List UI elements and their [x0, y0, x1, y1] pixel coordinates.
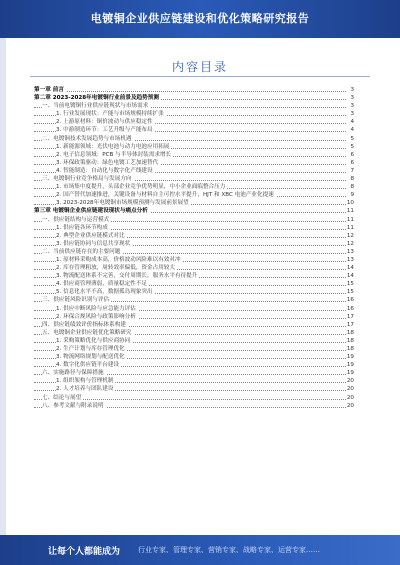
footer-banner [0, 535, 400, 565]
toc-entry-label: 七、结论与展望 [42, 394, 82, 401]
toc-entry-label: 1. 原材料采购成本高，价格波动风险难以有效对冲 [56, 256, 181, 263]
toc-page-number: 20 [346, 402, 354, 409]
toc-page-number: 10 [346, 200, 354, 207]
toc-page-number: 17 [346, 321, 354, 328]
toc-page-number: 19 [346, 354, 354, 361]
toc-page-number: 14 [346, 273, 354, 280]
toc-entry-label: 二、当前供应链存在的主要问题 [42, 248, 121, 255]
toc-entry-label: 八、参考文献与附录说明 [42, 402, 104, 409]
toc-entry-label: 3. 物流网络规划与配送优化 [56, 354, 125, 361]
toc-entry[interactable] [34, 199, 354, 207]
toc-page-number: 18 [346, 329, 354, 336]
toc-entry[interactable] [34, 216, 354, 224]
toc-entry-label: 2. 国产替代加速推进，关键设备与材料自主可控水平提升，HJT 和 XBC 电池产业化提速 [56, 192, 274, 199]
toc-entry-label: 3. 中游制造环节：工艺升级与产能布局 [56, 127, 153, 134]
toc-page-number: 3 [350, 87, 354, 93]
toc-page-number: 4 [350, 127, 354, 134]
toc-entry[interactable] [34, 167, 354, 175]
toc-page-number: 11 [346, 216, 354, 223]
footer-tagline: 行业专家、管理专家、营销专家、战略专家、运营专家…… [138, 546, 320, 554]
toc-entry[interactable] [34, 118, 354, 126]
toc-page-number: 3 [350, 103, 354, 110]
toc-page-number: 19 [346, 362, 354, 369]
toc-page-number: 12 [346, 232, 354, 239]
toc-entry[interactable] [34, 353, 354, 361]
toc-page-number: 20 [346, 386, 354, 393]
toc-entry-label: 1. 采购策略优化与供应商协同 [56, 337, 131, 344]
toc-entry[interactable] [34, 272, 354, 280]
footer-slogan: 让每个人都能成为 [48, 547, 121, 557]
toc-entry-label: 六、实施路径与保障措施 [42, 370, 104, 377]
toc-page-number: 8 [350, 176, 354, 183]
toc-entry[interactable] [34, 175, 354, 183]
toc-entry-label: 1. 供应链各环节构成 [56, 224, 108, 231]
side-decoration [0, 38, 6, 535]
toc-entry[interactable] [34, 102, 354, 110]
toc-entry-label: 1. 市场集中度提升，头部企业竞争优势明显，中小企业面临整合压力 [56, 184, 226, 191]
toc-entry[interactable] [34, 256, 354, 264]
toc-entry[interactable] [34, 207, 354, 215]
toc-entry[interactable] [34, 361, 354, 369]
toc-page-number: 17 [346, 313, 354, 320]
toc-entry[interactable] [34, 94, 354, 102]
toc-entry[interactable] [34, 240, 354, 248]
toc-entry-label: 第三章 电镀铜企业供应链建设现状与痛点分析 [34, 208, 148, 215]
toc-entry[interactable] [34, 86, 354, 94]
toc-entry-label: 4. 智能制造：自动化与数字化产线建设 [56, 167, 153, 174]
document-title: 电镀铜企业供应链建设和优化策略研究报告 [90, 12, 310, 25]
toc-divider [30, 76, 370, 77]
toc-entry-label: 1. 新能源领域：光伏电池与动力电池应用拓展 [56, 143, 170, 150]
toc-entry-label: 二、电镀铜技术发展趋势与市场机遇 [42, 135, 132, 142]
toc-page-number: 18 [346, 346, 354, 352]
toc-entry[interactable] [34, 345, 354, 353]
toc-page-number: 9 [350, 192, 354, 199]
toc-entry-label: 2. 上游原材料：铜价波动与供应稳定性 [56, 119, 153, 126]
toc-entry-label: 1. 组织架构与管理机制 [56, 378, 114, 385]
toc-heading: 内容目录 [171, 60, 228, 74]
toc-page-number: 5 [350, 143, 354, 150]
toc-entry[interactable] [34, 280, 354, 288]
toc-entry-label: 3. 环保政策驱动：绿色电镀工艺加速替代 [56, 159, 159, 166]
toc-page-number: 13 [346, 256, 354, 263]
toc-page-number: 6 [350, 151, 354, 158]
toc-entry-label: 三、电镀铜行业竞争格局与发展方向 [42, 176, 132, 183]
toc-entry-label: 三、供应链风险识别与评估 [42, 297, 110, 304]
toc-entry-label: 3. 物流配送体系不完善，交付周期长，服务水平有待提升 [56, 273, 198, 280]
toc-entry-label: 一、供应链结构与运营模式 [42, 216, 110, 223]
toc-page-number: 4 [350, 119, 354, 126]
toc-page-number: 15 [346, 281, 354, 288]
toc-entry[interactable] [34, 321, 354, 329]
toc-page-number: 20 [346, 378, 354, 385]
toc-entry[interactable] [34, 369, 354, 377]
toc-entry[interactable] [34, 402, 354, 410]
toc-entry[interactable] [34, 110, 354, 118]
toc-entry[interactable] [34, 296, 354, 304]
toc-entry-label: 第一章 前言 [34, 87, 64, 93]
toc-entry[interactable] [34, 191, 354, 199]
toc-entry-label: 一、当前电镀铜行业供应链现状与市场需求 [42, 103, 149, 110]
toc-entry-label: 四、供应链绩效评价指标体系构建 [42, 321, 126, 328]
toc-page-number: 12 [346, 240, 354, 247]
toc-entry[interactable] [34, 224, 354, 232]
toc-entry[interactable] [34, 377, 354, 385]
toc-entry[interactable] [34, 183, 354, 191]
header-banner [0, 0, 400, 38]
toc-page-number: 16 [346, 297, 354, 304]
toc-entry[interactable] [34, 288, 354, 296]
toc-entry-label: 2. 库存管理粗放，周转效率偏低，资金占用较大 [56, 265, 175, 272]
toc-entry-label: 1. 行业发展现状：产能与市场规模持续扩张 [56, 111, 164, 118]
toc-entry-label: 3. 2023-2028年电镀铜市场规模预测与发展前景展望 [56, 200, 189, 207]
toc-entry-label: 3. 供应链协同与信息共享现状 [56, 240, 131, 247]
toc-entry[interactable] [34, 337, 354, 345]
toc-entry[interactable] [34, 232, 354, 240]
toc-entry-label: 4. 供应商管理薄弱，质量稳定性不足 [56, 281, 148, 288]
toc-entry[interactable] [34, 385, 354, 393]
toc-entry[interactable] [34, 394, 354, 402]
toc-page-number: 18 [346, 337, 354, 344]
toc-entry-label: 2. 典型企业供应链模式对比 [56, 232, 125, 239]
toc-entry-label: 5. 信息化水平不高，数据孤岛现象突出 [56, 289, 153, 296]
toc-entry-label: 2. 环保合规风险与政策影响分析 [56, 313, 136, 320]
toc-page-number: 3 [350, 111, 354, 118]
toc-entry-label: 4. 数字化供应链平台建设 [56, 362, 120, 369]
toc-page-number: 11 [346, 224, 354, 231]
toc-page-number: 6 [350, 159, 354, 166]
toc-page-number: 5 [350, 135, 354, 142]
toc-entry-label: 第二章 2023-2028年电镀铜行业前景及趋势预测 [34, 95, 159, 102]
toc-entry[interactable] [34, 313, 354, 321]
toc-page-number: 11 [346, 208, 354, 215]
toc-entry[interactable] [34, 151, 354, 159]
toc-page-number: 8 [350, 184, 354, 191]
toc-entry-label: 1. 供应中断风险与应急能力评估 [56, 305, 136, 312]
toc-entry-label: 五、电镀铜企业供应链优化策略研究 [42, 329, 132, 336]
dot-leader [34, 91, 346, 92]
toc-entry-label: 2. 生产计划与库存管理优化 [56, 346, 125, 352]
toc-entry[interactable] [34, 135, 354, 143]
toc-entry[interactable] [34, 329, 354, 337]
toc-entry[interactable] [34, 143, 354, 151]
toc-entry[interactable] [34, 305, 354, 313]
toc-entry[interactable] [34, 126, 354, 134]
toc-page-number: 3 [350, 95, 354, 102]
toc-entry[interactable] [34, 248, 354, 256]
toc-page-number: 19 [346, 370, 354, 377]
toc-entry-label: 2. 人才培养与团队建设 [56, 386, 114, 393]
toc-page-number: 13 [346, 248, 354, 255]
table-of-contents [34, 86, 354, 410]
toc-entry-label: 2. 电子信息领域：PCB 与半导体封装需求增长 [56, 151, 172, 158]
toc-page-number: 16 [346, 305, 354, 312]
toc-page-number: 20 [346, 394, 354, 401]
toc-page-number: 7 [350, 167, 354, 174]
toc-entry[interactable] [34, 264, 354, 272]
toc-page-number: 15 [346, 289, 354, 296]
toc-entry[interactable] [34, 159, 354, 167]
toc-page-number: 14 [346, 265, 354, 272]
